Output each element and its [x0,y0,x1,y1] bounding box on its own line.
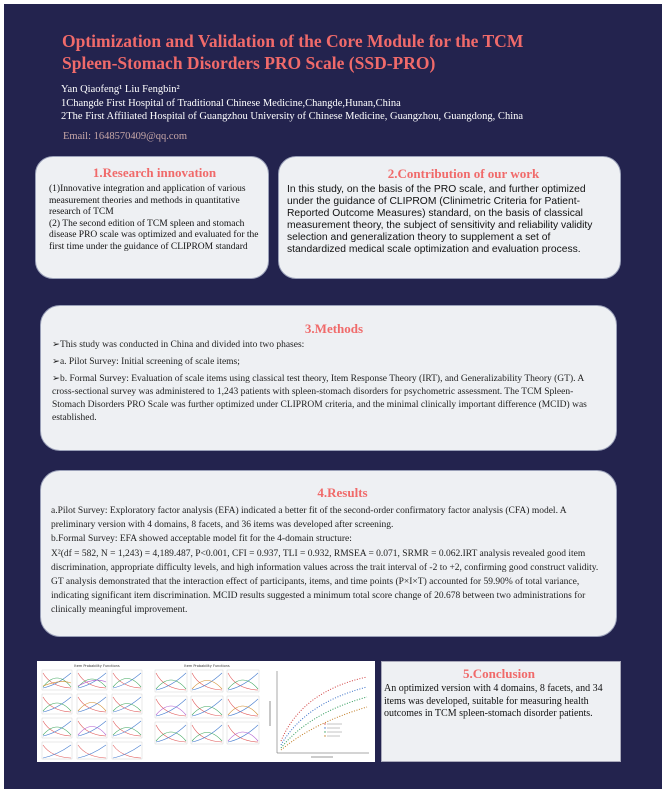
methods-phase-a: ➢a. Pilot Survey: Initial screening of scale items; [52,357,240,367]
poster-title [62,30,622,74]
results-pilot: a.Pilot Survey: Exploratory factor analysis (EFA) indicated a better fit of the second-order confirmatory factor analysis (CFA) model. A preliminary version with 4 domains, 8 facets, and 36 items was developed after screening. [51,506,567,531]
panel2-title: Item Probability Functions [184,664,230,668]
email-contact: Email: 1648570409@qq.com [63,131,187,142]
conclusion-text: An optimized version with 4 domains, 8 facets, and 34 items was developed, suitable for measuring health outcomes in TCM spleen-stomach disorder patients. [384,683,603,719]
research-innovation-heading: 1.Research innovation [92,165,217,180]
contribution-text: In this study, on the basis of the PRO scale, and further optimized under the guidance of CLIPROM (Clinimetric Criteria for Patient-Reported Outcome Measures) standard, on the basis of classical measurement theory, the subject of sensitivity and reliability validity selection and generalization theory to supplement a set of standardized medical scale optimization and evaluation process. [287,184,593,255]
results-formal-stats: Χ²(df = 582, N = 1,243) = 4,189.487, P<0.001, CFI = 0.937, TLI = 0.932, RMSEA = 0.071, SRMR = 0.062.IRT analysis revealed good item discrimination, appropriate difficulty levels, and high information values across the trait interval of -2 to +2, confirming good construct validity. GT analysis demonstrated that the interaction effect of participants, items, and time points (P×I×T) accounted for 59.90% of total variance, indicating significant item discrimination. MCID results suggested a minimum total score change of 20.678 between two administrations for clinically meaningful improvement. [51,548,599,616]
innovation-point-1: (1)Innovative integration and application of various measurement theories and methods in quantitative research of TCM [49,184,246,217]
results-heading: 4.Results [317,485,368,500]
innovation-point-2: (2) The second edition of TCM spleen and stomach disease PRO scale was optimized and evaluated for the first time under the guidance of CLIPROM standard [49,218,259,252]
authors: Yan Qiaofeng¹ Liu Fengbin² [61,84,180,95]
methods-panel [40,305,617,451]
contribution-heading: 2.Contribution of our work [387,166,540,181]
title-line-1: Optimization and Validation of the Core Module for the TCM [62,31,524,51]
contribution-panel [278,156,621,279]
results-figures [37,661,375,762]
panel1-title: Item Probability Functions [74,664,120,668]
results-formal-intro: b.Formal Survey: EFA showed acceptable model fit for the 4-domain structure: [51,534,352,545]
conclusion-heading: 5.Conclusion [463,666,535,681]
affiliation-1: 1Changde First Hospital of Traditional Chinese Medicine,Changde,Hunan,China [61,97,401,109]
conclusion-panel [381,661,621,762]
research-innovation-panel [35,156,269,279]
methods-heading: 3.Methods [304,321,364,336]
title-line-2: Spleen-Stomach Disorders PRO Scale (SSD-PRO) [62,53,436,73]
author-block [61,83,523,124]
results-panel [40,470,617,637]
affiliation-2: 2The First Affiliated Hospital of Guangzhou University of Chinese Medicine, Guangzhou, Guangdong, China [61,111,524,122]
figure-strip [37,661,375,762]
methods-intro: ➢This study was conducted in China and divided into two phases: [52,340,305,350]
methods-phase-b: ➢b. Formal Survey: Evaluation of scale items using classical test theory, Item Response Theory (IRT), and Generalizability Theory (GT). A cross-sectional survey was administered to 1,243 patients with spleen-stomach disorders for psychometric assessment. The TCM Spleen-Stomach Disorders PRO Scale was further optimized under CLIPROM criteria, and the minimal clinically important difference (MCID) was established. [52,374,587,423]
